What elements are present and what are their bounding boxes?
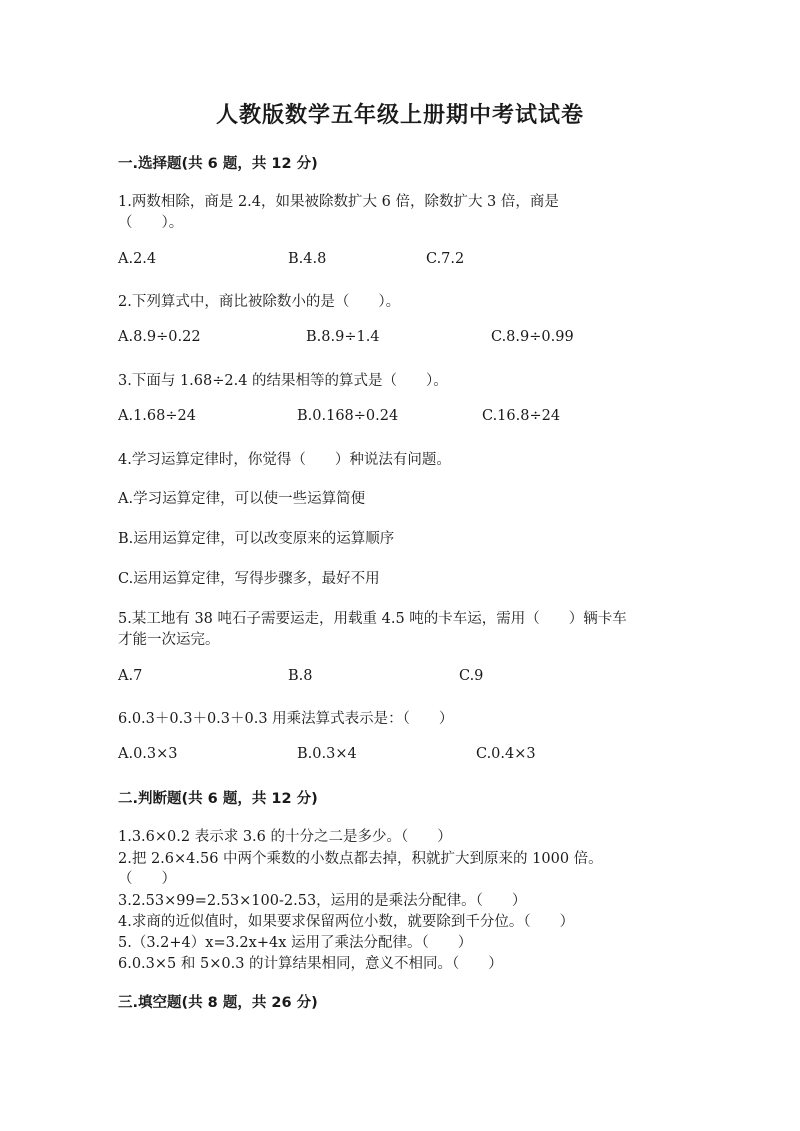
statement-text: 3.2.53×99=2.53×100-2.53，运用的是乘法分配律。（ ） [118, 893, 527, 909]
option-c: C.7.2 [426, 251, 465, 267]
option-c: C.运用运算定律，写得步骤多，最好不用 [118, 571, 380, 587]
question-text: 6.0.3＋0.3＋0.3＋0.3 用乘法算式表示是：（ ） [118, 711, 454, 727]
exam-title: 人教版数学五年级上册期中考试试卷 [215, 103, 584, 128]
option-a: A.8.9÷0.22 [118, 329, 201, 345]
question-text: 2.下列算式中，商比被除数小的是（ ）。 [118, 294, 401, 310]
question-text: 5.某工地有 38 吨石子需要运走，用载重 4.5 吨的卡车运，需用（ ）辆卡车 [118, 611, 627, 627]
option-c: C.8.9÷0.99 [491, 329, 574, 345]
question-text: （ ）。 [118, 215, 184, 231]
option-c: C.9 [459, 668, 484, 684]
option-b: B.4.8 [288, 251, 327, 267]
option-a: A.0.3×3 [118, 746, 178, 762]
option-c: C.16.8÷24 [482, 408, 561, 424]
section-heading-judgement: 二.判断题(共 6 题，共 12 分) [118, 791, 318, 807]
question-text: 4.学习运算定律时，你觉得（ ）种说法有问题。 [118, 452, 451, 468]
option-a: A.7 [118, 668, 143, 684]
option-b: B.0.168÷0.24 [297, 408, 399, 424]
option-b: B.运用运算定律，可以改变原来的运算顺序 [118, 531, 395, 547]
statement-text: 4.求商的近似值时，如果要求保留两位小数，就要除到千分位。（ ） [118, 914, 575, 930]
option-b: B.8.9÷1.4 [306, 329, 380, 345]
statement-text: 2.把 2.6×4.56 中两个乘数的小数点都去掉，积就扩大到原来的 1000 倍。 [118, 851, 603, 867]
option-a: A.学习运算定律，可以使一些运算简便 [118, 491, 366, 507]
option-a: A.1.68÷24 [118, 408, 196, 424]
statement-text: 6.0.3×5 和 5×0.3 的计算结果相同，意义不相同。（ ） [118, 956, 503, 972]
option-c: C.0.4×3 [476, 746, 536, 762]
option-b: B.8 [288, 668, 313, 684]
statement-text: （ ） [118, 871, 176, 887]
question-text: 1.两数相除，商是 2.4，如果被除数扩大 6 倍，除数扩大 3 倍，商是 [118, 194, 559, 210]
question-text: 才能一次运完。 [118, 632, 220, 648]
option-b: B.0.3×4 [297, 746, 357, 762]
section-heading-fill-blank: 三.填空题(共 8 题，共 26 分) [118, 995, 318, 1011]
statement-text: 1.3.6×0.2 表示求 3.6 的十分之二是多少。（ ） [118, 829, 452, 845]
section-heading-choice: 一.选择题(共 6 题，共 12 分) [118, 156, 318, 172]
statement-text: 5.（3.2+4）x=3.2x+4x 运用了乘法分配律。（ ） [118, 935, 473, 951]
option-a: A.2.4 [118, 251, 157, 267]
question-text: 3.下面与 1.68÷2.4 的结果相等的算式是（ ）。 [118, 373, 448, 389]
